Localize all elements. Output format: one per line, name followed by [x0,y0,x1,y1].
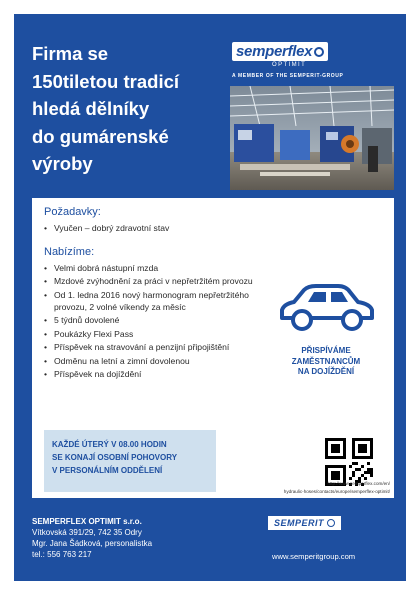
offer-title: Nabízíme: [44,246,95,258]
interview-line: SE KONAJÍ OSOBNÍ POHOVORY [52,453,178,462]
qr-url[interactable] [222,480,390,495]
brand-sub: OPTIMIT [272,62,307,68]
semperflex-logo [232,42,328,61]
semperit-mark-icon [327,519,335,527]
list-item: • Mzdové zvýhodnění za práci v nepřetržitém provozu [44,275,258,287]
list-item: • Velmi dobrá nástupní mzda [44,262,258,274]
headline-line-3: hledá dělníky [32,98,150,119]
contact-phone: tel.: 556 763 217 [32,550,92,559]
headline-line-2: 150tiletou tradicí [32,70,180,92]
transport-caption-line: ZAMĚSTNANCŮM [291,356,361,366]
qr-url-line: http://www.semperflex.com/en/ [327,481,390,486]
headline-line-5: výroby [32,153,93,174]
brand-name: semperflex [236,43,313,60]
list-item: • Poukázky Flexi Pass [44,328,258,340]
car-icon [276,278,376,338]
headline-line-4: do gumárenské [32,125,169,147]
list-item: • Příspěvek na dojíždění [44,368,258,380]
contact-block [32,516,152,560]
interview-box [44,430,216,492]
qr-code-icon[interactable] [325,438,373,486]
transport-caption [254,346,398,378]
requirements-list [44,222,244,235]
company-address: Vítkovská 391/29, 742 35 Odry [32,528,142,537]
contact-person: Mgr. Jana Šádková, personalistka [32,539,153,548]
transport-caption-line: PŘISPÍVÁME [301,346,351,355]
list-item: • Odměnu na letní a zimní dovolenou [44,355,258,367]
company-name: SEMPERFLEX OPTIMIT s.r.o. [32,517,142,526]
factory-photo [230,86,394,190]
interview-line: KAŽDÉ ÚTERÝ V 08.00 HODIN [52,440,167,449]
brand-block [232,42,382,79]
semperit-logo [268,516,341,530]
qr-url-line: hydraulic-hoses/contacts/europe/semperflex-optimit/ [283,488,390,494]
offer-list [44,262,258,381]
footer-url[interactable]: www.semperitgroup.com [272,552,356,561]
transport-caption-line: NA DOJÍŽDĚNÍ [297,367,355,376]
list-item: • 5 týdnů dovolené [44,314,258,326]
interview-line: V PERSONÁLNÍM ODDĚLENÍ [52,466,163,475]
headline [32,40,232,178]
requirements-title: Požadavky: [44,206,101,218]
list-item: • Příspěvek na stravování a penzijní připojištění [44,341,258,353]
brand-mark-icon [314,47,324,57]
list-item: • Vyučen – dobrý zdravotní stav [44,222,244,234]
brand-group: A MEMBER OF THE SEMPERIT-GROUP [232,73,344,79]
list-item: • Od 1. ledna 2016 nový harmonogram nepřetržitého provozu, 2 volné víkendy za měsíc [44,289,258,313]
headline-line-1: Firma se [32,43,109,64]
semperit-logo-text: SEMPERIT [274,518,325,528]
